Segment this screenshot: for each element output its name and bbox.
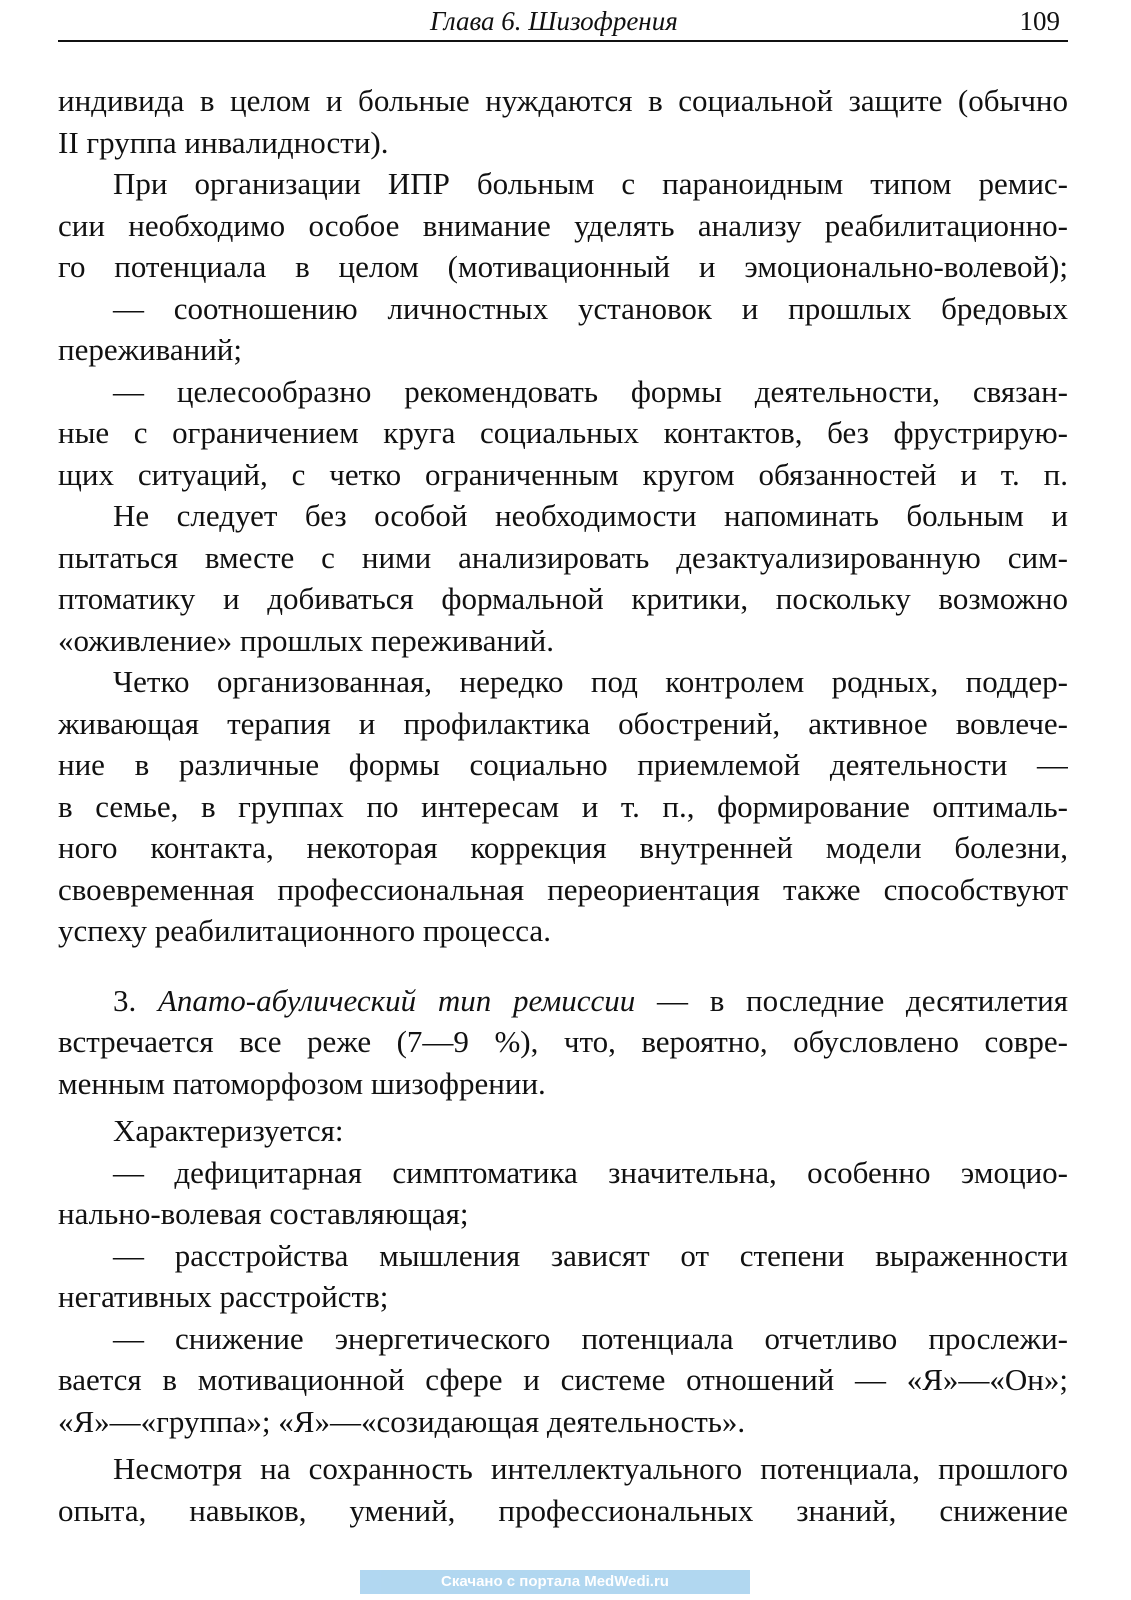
text-line: менным патоморфозом шизофрении. <box>58 1065 546 1101</box>
text-line: — соотношению личностных установок и прошлых бредовых <box>113 290 1068 326</box>
item-term: Апато-абулический тип ремиссии <box>157 982 636 1018</box>
text-line: сии необходимо особое внимание уделять анализу реабилитационно- <box>58 207 1068 243</box>
list-item <box>58 1235 1068 1318</box>
text-line: го потенциала в целом (мотивационный и эмоционально-волевой); <box>58 249 1068 284</box>
body-text <box>58 80 1068 1531</box>
page-number: 109 <box>1019 6 1060 36</box>
item-lead-rest: — в последние десятилетия <box>635 982 1068 1018</box>
text-line: индивида в целом и больные нуждаются в социальной защите (обычно <box>58 83 1068 118</box>
text-line: Характеризуется: <box>113 1113 344 1148</box>
text-line: — целесообразно рекомендовать формы деятельности, связан- <box>113 373 1068 409</box>
text-line: — расстройства мышления зависят от степени выраженности <box>113 1237 1068 1273</box>
text-line: — дефицитарная симптоматика значительна, особенно эмоцио- <box>113 1154 1068 1190</box>
list-item <box>58 1152 1068 1235</box>
section-gap <box>58 952 1068 980</box>
text-line: II группа инвалидности). <box>58 124 389 160</box>
item-number: 3. <box>113 982 137 1018</box>
text-line: «Я»—«группа»; «Я»—«созидающая деятельность». <box>58 1403 746 1439</box>
paragraph <box>58 661 1068 952</box>
watermark-banner: Скачано с портала MedWedi.ru <box>360 1570 750 1594</box>
text-line: Четко организованная, нередко под контролем родных, поддер- <box>113 664 1068 699</box>
text-line: — снижение энергетического потенциала отчетливо прослежи- <box>113 1320 1068 1356</box>
list-item <box>58 1318 1068 1443</box>
text-line <box>58 980 1068 1022</box>
text-line: своевременная профессиональная переориентация также способствуют <box>58 871 1068 907</box>
paragraph <box>58 163 1068 288</box>
text-line: опыта, навыков, умений, профессиональных знаний, снижение <box>58 1492 1068 1528</box>
text-line: «оживление» прошлых переживаний. <box>58 622 555 658</box>
text-line: успеху реабилитационного процесса. <box>58 913 551 948</box>
text-line: встречается все реже (7—9 %), что, вероятно, обусловлено совре- <box>58 1024 1068 1059</box>
text-line: пытаться вместе с ними анализировать дезактуализированную сим- <box>58 539 1068 575</box>
text-line: птоматику и добиваться формальной критики, поскольку возможно <box>58 581 1068 616</box>
paragraph <box>58 80 1068 163</box>
text-line: вается в мотивационной сфере и системе отношений — «Я»—«Он»; <box>58 1362 1068 1397</box>
text-line: переживаний; <box>58 332 242 367</box>
text-line: ные с ограничением круга социальных контактов, без фрустрирую- <box>58 415 1068 450</box>
list-item <box>58 371 1068 496</box>
text-line: ние в различные формы социально приемлемой деятельности — <box>58 747 1068 782</box>
running-title: Глава 6. Шизофрения <box>430 6 678 36</box>
text-line: Не следует без особой необходимости напоминать больным и <box>113 498 1068 533</box>
numbered-item <box>58 980 1068 1105</box>
paragraph <box>58 1110 1068 1152</box>
text-line: Несмотря на сохранность интеллектуального потенциала, прошлого <box>113 1451 1068 1486</box>
text-line: нально-волевая составляющая; <box>58 1196 469 1231</box>
text-line: ного контакта, некоторая коррекция внутренней модели болезни, <box>58 830 1068 865</box>
text-line: При организации ИПР больным с параноидным типом ремис- <box>113 166 1068 201</box>
paragraph <box>58 1448 1068 1531</box>
text-line: живающая терапия и профилактика обострений, активное вовлече- <box>58 705 1068 741</box>
list-item <box>58 288 1068 371</box>
running-header <box>58 4 1068 42</box>
text-line: щих ситуаций, с четко ограниченным кругом обязанностей и т. п. <box>58 456 1068 492</box>
text-line: в семье, в группах по интересам и т. п., формирование оптималь- <box>58 788 1068 824</box>
text-line: негативных расстройств; <box>58 1279 389 1314</box>
paragraph <box>58 495 1068 661</box>
